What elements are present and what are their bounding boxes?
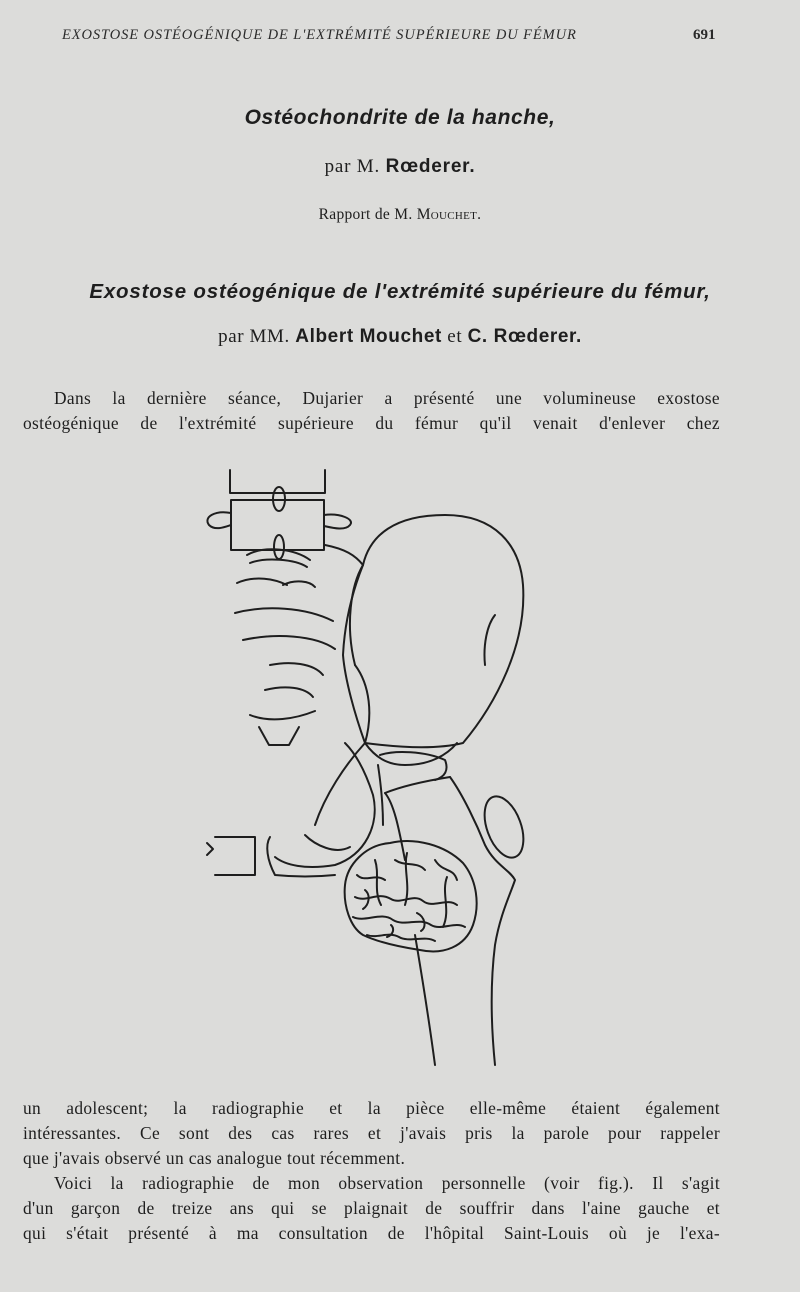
page-number: 691	[693, 27, 716, 43]
body-line: qui s'était présenté à ma consultation de l'hôpital Saint-Louis où je l'exa-	[23, 1223, 720, 1243]
article-1-reporter-name: Mouchet.	[416, 206, 482, 223]
article-2-author-second: C. Rœderer.	[467, 326, 582, 347]
hip-radiograph-figure	[195, 465, 535, 1075]
article-2-author-prefix: par MM.	[218, 326, 296, 347]
article-1-author	[0, 156, 800, 178]
article-2-author-first: Albert Mouchet	[295, 326, 442, 347]
body-line: un adolescent; la radiographie et la pièce elle-même étaient également	[23, 1098, 720, 1118]
article-2-author-conj: et	[441, 326, 468, 347]
body-line: que j'avais observé un cas analogue tout récemment.	[23, 1148, 406, 1168]
body-line: d'un garçon de treize ans qui se plaignait de souffrir dans l'aine gauche et	[23, 1198, 720, 1218]
article-1-author-name: Rœderer.	[385, 156, 476, 177]
body-line: Voici la radiographie de mon observation personnelle (voir fig.). Il s'agit	[54, 1173, 720, 1193]
body-line: ostéogénique de l'extrémité supérieure du fémur qu'il venait d'enlever chez	[23, 413, 720, 433]
body-line: Dans la dernière séance, Dujarier a présenté une volumineuse exostose	[54, 388, 720, 408]
article-1-report	[0, 206, 800, 224]
running-title: EXOSTOSE OSTÉOGÉNIQUE DE L'EXTRÉMITÉ SUPÉRIEURE DU FÉMUR	[62, 27, 577, 43]
running-header	[0, 27, 800, 49]
article-2-authors	[0, 326, 800, 348]
body-line: intéressantes. Ce sont des cas rares et j'avais pris la parole pour rappeler	[23, 1123, 720, 1143]
article-1-author-prefix: par M.	[324, 156, 386, 177]
hip-line-drawing	[195, 465, 535, 1075]
article-2-title: Exostose ostéogénique de l'extrémité supérieure du fémur,	[89, 280, 711, 303]
article-1-title: Ostéochondrite de la hanche,	[244, 106, 556, 129]
article-1-report-prefix: Rapport de M.	[318, 206, 417, 223]
